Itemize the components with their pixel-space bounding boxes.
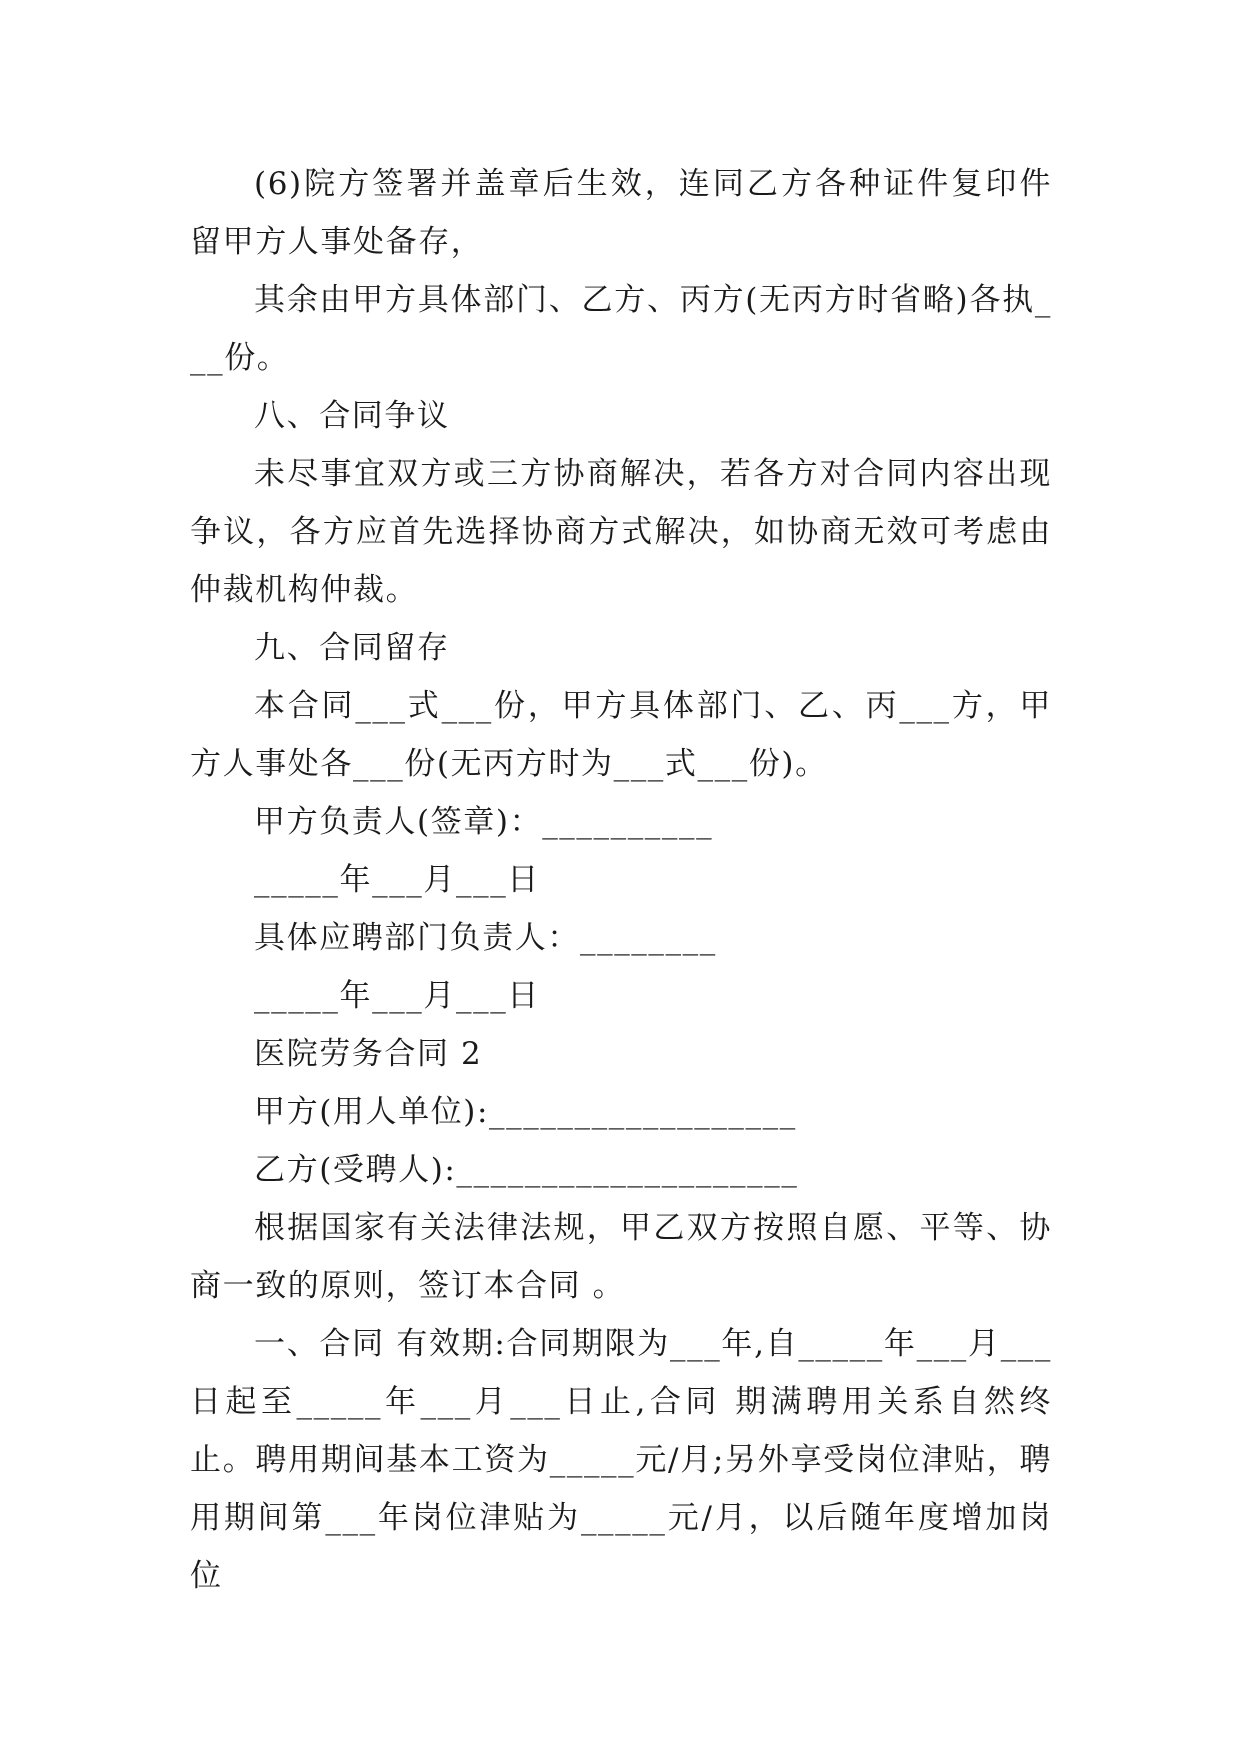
party-b-employee-line: 乙方(受聘人):____________________ bbox=[254, 1152, 799, 1188]
department-head-signature-line: 具体应聘部门负责人：________ bbox=[254, 920, 717, 956]
date-line-1: _____年___月___日 bbox=[254, 862, 540, 898]
clause-6-effectiveness: (6)院方签署并盖章后生效，连同乙方各种证件复印件留甲方人事处备存， bbox=[190, 166, 1052, 260]
contract-copies-text: 本合同___式___份，甲方具体部门、乙、丙___方，甲方人事处各___份(无丙方时为___式___份)。 bbox=[190, 688, 1052, 782]
section-9-heading: 九、合同留存 bbox=[254, 630, 450, 666]
party-a-employer-line: 甲方(用人单位):__________________ bbox=[254, 1094, 797, 1130]
contract-2-title: 医院劳务合同 2 bbox=[254, 1036, 483, 1072]
section-1-term-text: 一、合同 有效期:合同期限为___年,自_____年___月___日起至_____年___月___日止,合同 期满聘用关系自然终止。聘用期间基本工资为_____元/月;另外享受岗位津贴，聘用期间第___年岗位津贴为_____元/月，以后随年度增加岗位 bbox=[190, 1326, 1052, 1594]
party-a-signature-line: 甲方负责人(签章)：__________ bbox=[254, 804, 714, 840]
section-8-heading: 八、合同争议 bbox=[254, 398, 450, 434]
preamble-text: 根据国家有关法律法规，甲乙双方按照自愿、平等、协商一致的原则，签订本合同 。 bbox=[190, 1210, 1052, 1304]
dispute-resolution-text: 未尽事宜双方或三方协商解决，若各方对合同内容出现争议，各方应首先选择协商方式解决，如协商无效可考虑由仲裁机构仲裁。 bbox=[190, 456, 1052, 608]
date-line-2: _____年___月___日 bbox=[254, 978, 540, 1014]
document-body bbox=[190, 155, 1052, 1605]
copies-held-clause: 其余由甲方具体部门、乙方、丙方(无丙方时省略)各执___份。 bbox=[190, 282, 1052, 376]
